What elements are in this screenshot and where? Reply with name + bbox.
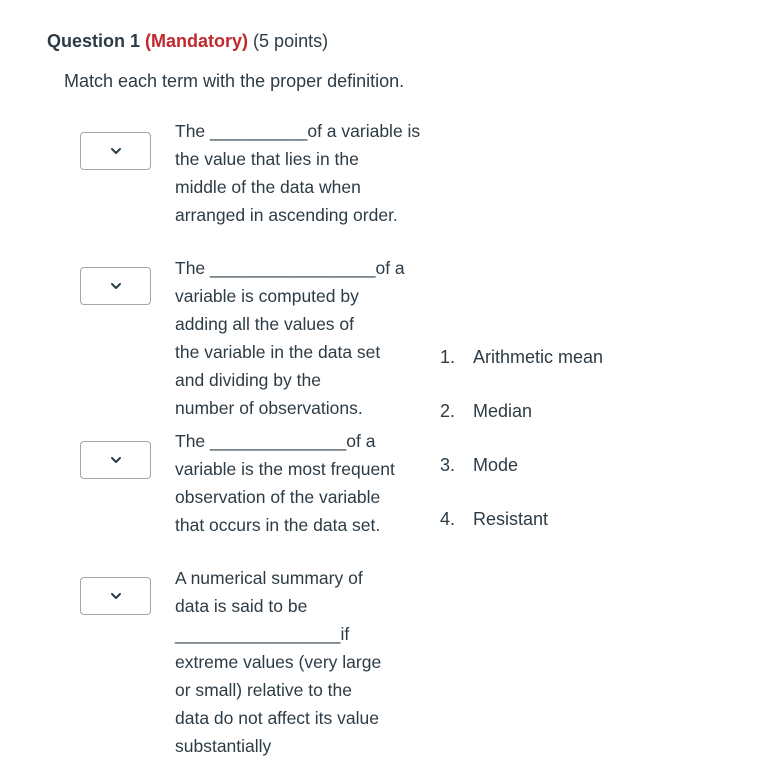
prompt-line: that occurs in the data set. <box>175 515 381 535</box>
prompt-line: The __________of a variable is <box>175 121 421 141</box>
answer-option-4 <box>440 503 603 557</box>
answer-option-1 <box>440 341 603 395</box>
prompt-line: variable is the most frequent <box>175 459 395 479</box>
answer-label: Resistant <box>473 509 549 529</box>
answer-list <box>440 341 603 557</box>
answer-number: 4. <box>440 509 456 529</box>
match-select-1[interactable] <box>80 132 151 170</box>
points-label: (5 points) <box>253 31 329 51</box>
match-select-4[interactable] <box>80 577 151 615</box>
prompt-line: variable is computed by <box>175 286 359 306</box>
match-prompt-3 <box>175 427 415 539</box>
prompt-line: A numerical summary of <box>175 568 363 588</box>
mandatory-label: (Mandatory) <box>145 31 249 51</box>
prompt-line: the value that lies in the <box>175 149 359 169</box>
answer-number: 2. <box>440 401 456 421</box>
match-prompt-1 <box>175 117 421 229</box>
answer-label: Arithmetic mean <box>473 347 604 367</box>
prompt-line: substantially <box>175 736 272 756</box>
prompt-line: extreme values (very large <box>175 652 382 672</box>
prompt-line: The _________________of a <box>175 258 405 278</box>
prompt-line: the variable in the data set <box>175 342 381 362</box>
question-title: Question 1 <box>47 31 141 51</box>
answer-number: 3. <box>440 455 456 475</box>
prompt-line: and dividing by the <box>175 370 321 390</box>
answer-number: 1. <box>440 347 456 367</box>
match-prompt-4 <box>175 564 415 760</box>
match-select-3[interactable] <box>80 441 151 479</box>
prompt-line: adding all the values of <box>175 314 355 334</box>
answer-option-3 <box>440 449 603 503</box>
prompt-line: number of observations. <box>175 398 363 418</box>
match-select-2[interactable] <box>80 267 151 305</box>
prompt-line: arranged in ascending order. <box>175 205 398 225</box>
prompt-line: data is said to be <box>175 596 308 616</box>
question-instructions: Match each term with the proper definition. <box>64 71 405 91</box>
answer-option-2 <box>440 395 603 449</box>
chevron-down-icon <box>109 455 123 465</box>
question-header <box>47 31 328 52</box>
prompt-line: observation of the variable <box>175 487 381 507</box>
chevron-down-icon <box>109 281 123 291</box>
prompt-line: middle of the data when <box>175 177 361 197</box>
answer-label: Mode <box>473 455 519 475</box>
prompt-line: or small) relative to the <box>175 680 353 700</box>
chevron-down-icon <box>109 146 123 156</box>
prompt-line: _________________if <box>175 624 350 644</box>
chevron-down-icon <box>109 591 123 601</box>
answer-label: Median <box>473 401 533 421</box>
prompt-line: The ______________of a <box>175 431 376 451</box>
prompt-line: data do not affect its value <box>175 708 379 728</box>
match-prompt-2 <box>175 254 415 422</box>
